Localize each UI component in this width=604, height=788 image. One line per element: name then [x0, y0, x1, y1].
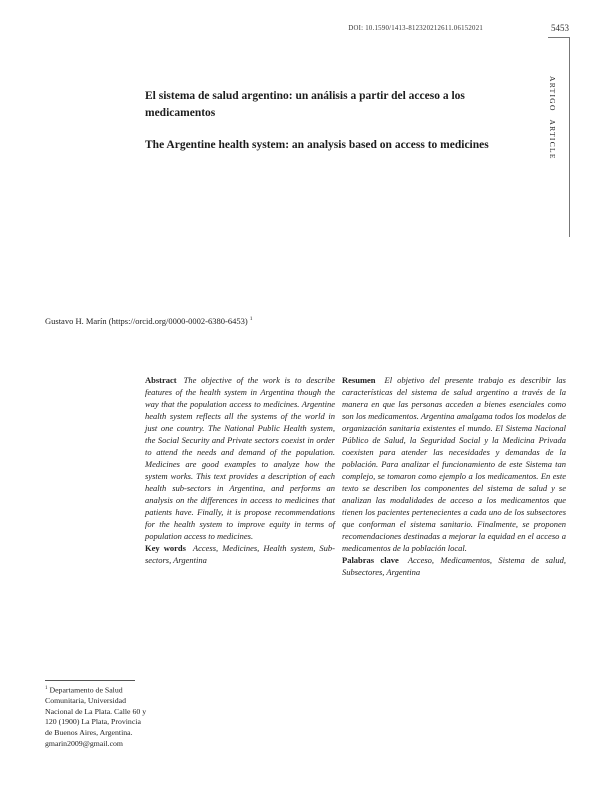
orcid-link[interactable]: https://orcid.org/0000-0002-6380-6453: [111, 316, 245, 326]
resumen-column: [342, 374, 566, 578]
abstract-column: [145, 374, 335, 566]
author-footnote-marker: 1: [249, 316, 253, 323]
keywords-label: Key words: [145, 543, 186, 553]
page-number: 5453: [551, 23, 569, 33]
footnote-marker: 1: [45, 686, 48, 691]
abstract-body: The objective of the work is to describe features of the health system in Argentina though the way that the population access to medicines. Argentine health system reflects all the systems of the world in just one country. The National Public Health system, the Social Security and Private sectors coexist in order to attend the needs and demand of the population. Medicines are good examples to analyze how the system works. This text provides a description of each health sub-sectors in Argentina, and performs an analysis on the differences in access to medicines that patients have. Finally, it is propose recommendations for the health system to improve equity in terms of population access to medicines.: [145, 375, 335, 541]
keywords-list: Access, Medicines, Health system, Sub-sectors, Argentina: [145, 543, 335, 565]
palabras-clave-list: Acceso, Medicamentos, Sistema de salud, Subsectores, Argentina: [342, 555, 566, 577]
affiliation-footnote: [45, 684, 148, 749]
keywords-paragraph: [145, 542, 335, 566]
author-line: [45, 316, 465, 326]
author-name: Gustavo H. Marín (: [45, 316, 112, 326]
doi-text: DOI: 10.1590/1413-812320212611.06152021: [348, 25, 483, 32]
palabras-clave-paragraph: [342, 554, 566, 578]
abstract-paragraph: [145, 374, 335, 542]
abstract-heading: Abstract: [145, 375, 177, 385]
resumen-heading: Resumen: [342, 375, 376, 385]
footnote-text: Departamento de Salud Comunitaria, Universidad Nacional de La Plata. Calle 60 y 120 (1900) La Plata, Provincia de Buenos Aires, Argentina. gmarin2009@gmail.com: [45, 685, 147, 748]
footnote-rule: [45, 680, 135, 681]
article-title-english: The Argentine health system: an analysis based on access to medicines: [145, 138, 489, 151]
section-side-label: ARTIGO ARTICLE: [548, 76, 557, 160]
author-close-paren: ): [244, 316, 250, 326]
corner-rule-horizontal: [548, 37, 570, 38]
resumen-paragraph: [342, 374, 566, 554]
corner-rule-vertical: [569, 37, 570, 237]
resumen-body: El objetivo del presente trabajo es describir las características del sistema de salud argentino a través de la manera en que las personas acceden a bienes esenciales como son los medicamentos. Argentina amalgama todos los modelos de organización sanitaria existentes el mundo. El Sistema Nacional Público de Salud, la Seguridad Social y la Medicina Privada coexisten para atender las necesidades y demandas de la población. Para analizar el funcionamiento de este Sistema tan complejo, se tomaron como ejemplo a los medicamentos. En este texto se describen los componentes del sistema de salud y se analizan las modalidades de acceso a los medicamentos que tienen los pacientes pertenecientes a cada uno de los subsectores que conforman el sistema sanitario. Finalmente, se proponen recomendaciones destinadas a mejorar la equidad en el acceso a medicamentos de la población local.: [342, 375, 566, 553]
palabras-clave-label: Palabras clave: [342, 555, 399, 565]
article-title-spanish: El sistema de salud argentino: un análisis a partir del acceso a los medicamentos: [145, 89, 465, 120]
